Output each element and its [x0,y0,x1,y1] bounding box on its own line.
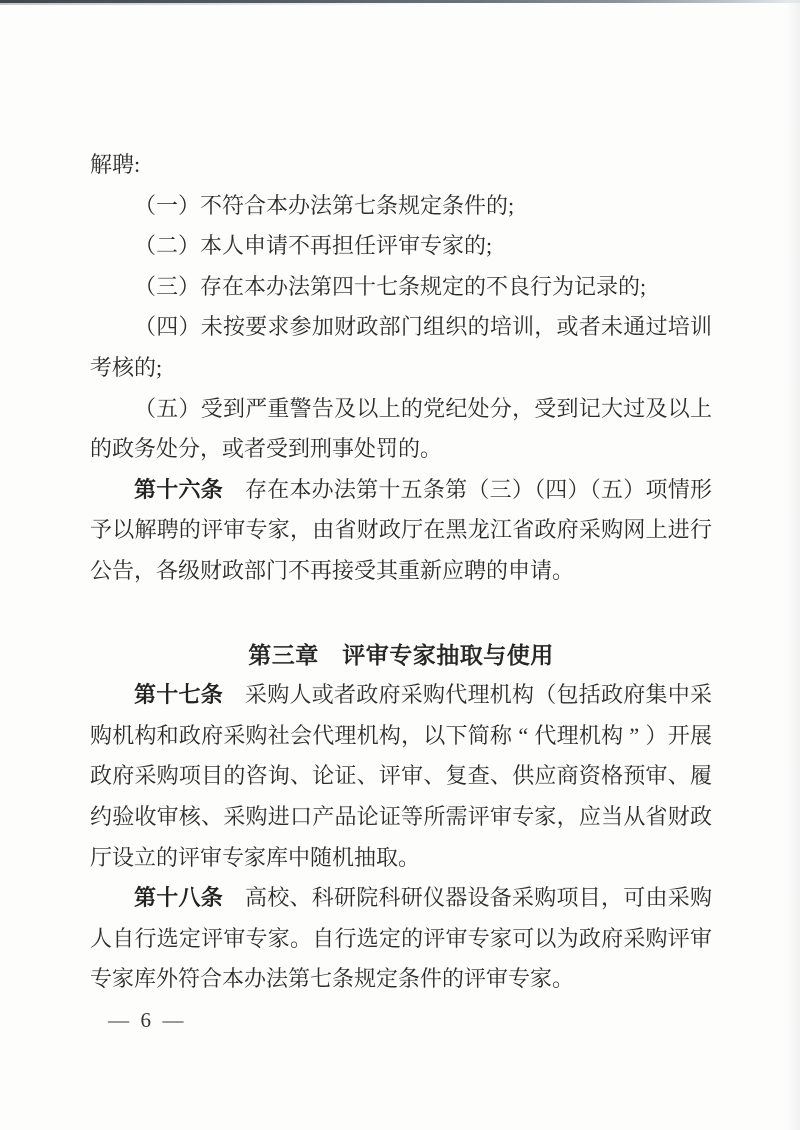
article-number: 第十八条 [134,885,223,911]
fullwidth-quote: “ [518,722,529,748]
article-paragraph: 第十八条 高校、科研院科研仪器设备采购项目，可由采购人自行选定评审专家。自行选定的评审专家可以为政府采购评审专家库外符合本办法第七条规定条件的评审专家。 [90,885,712,992]
scan-edge-artifact-top [0,0,800,3]
article-number: 第十七条 [134,682,223,708]
page-number: 6 [140,1008,152,1032]
article-paragraph: 第十六条 存在本办法第十五条第（三）（四）（五）项情形予以解聘的评审专家，由省财政厅在黑龙江省政府采购网上进行公告，各级财政部门不再接受其重新应聘的申请。 [90,476,712,583]
paragraph: 解聘: [90,152,141,177]
chapter-heading: 第三章 评审专家抽取与使用 [248,641,554,668]
document-body [90,145,712,1000]
paragraph: （五）受到严重警告及以上的党纪处分，受到记大过及以上的政务处分，或者受到刑事处罚的。 [90,395,712,462]
paragraph: （一）不符合本办法第七条规定条件的; [134,192,515,218]
footer-right-dash: — [162,1008,184,1032]
paragraph: （四）未按要求参加财政部门组织的培训，或者未通过培训考核的; [90,314,712,380]
paragraph: （三）存在本办法第四十七条规定的不良行为记录的; [134,273,647,299]
footer-left-dash: — [108,1008,130,1032]
page-footer [108,1008,184,1033]
scan-edge-artifact-right [786,0,800,1130]
article-number: 第十六条 [134,476,223,502]
fullwidth-quote: ” [629,722,640,748]
article-paragraph: 第十七条 采购人或者政府采购代理机构（包括政府集中采购机构和政府采购社会代理机构，以下简称 “ 代理机构 ” ）开展政府采购项目的咨询、论证、评审、复查、供应商资格预审、履约验收审核、采购进口产品论证等所需评审专家，应当从省财政厅设立的评审专家库中随机抽取。 [90,682,712,870]
paragraph: （二）本人申请不再担任评审专家的; [134,233,493,259]
